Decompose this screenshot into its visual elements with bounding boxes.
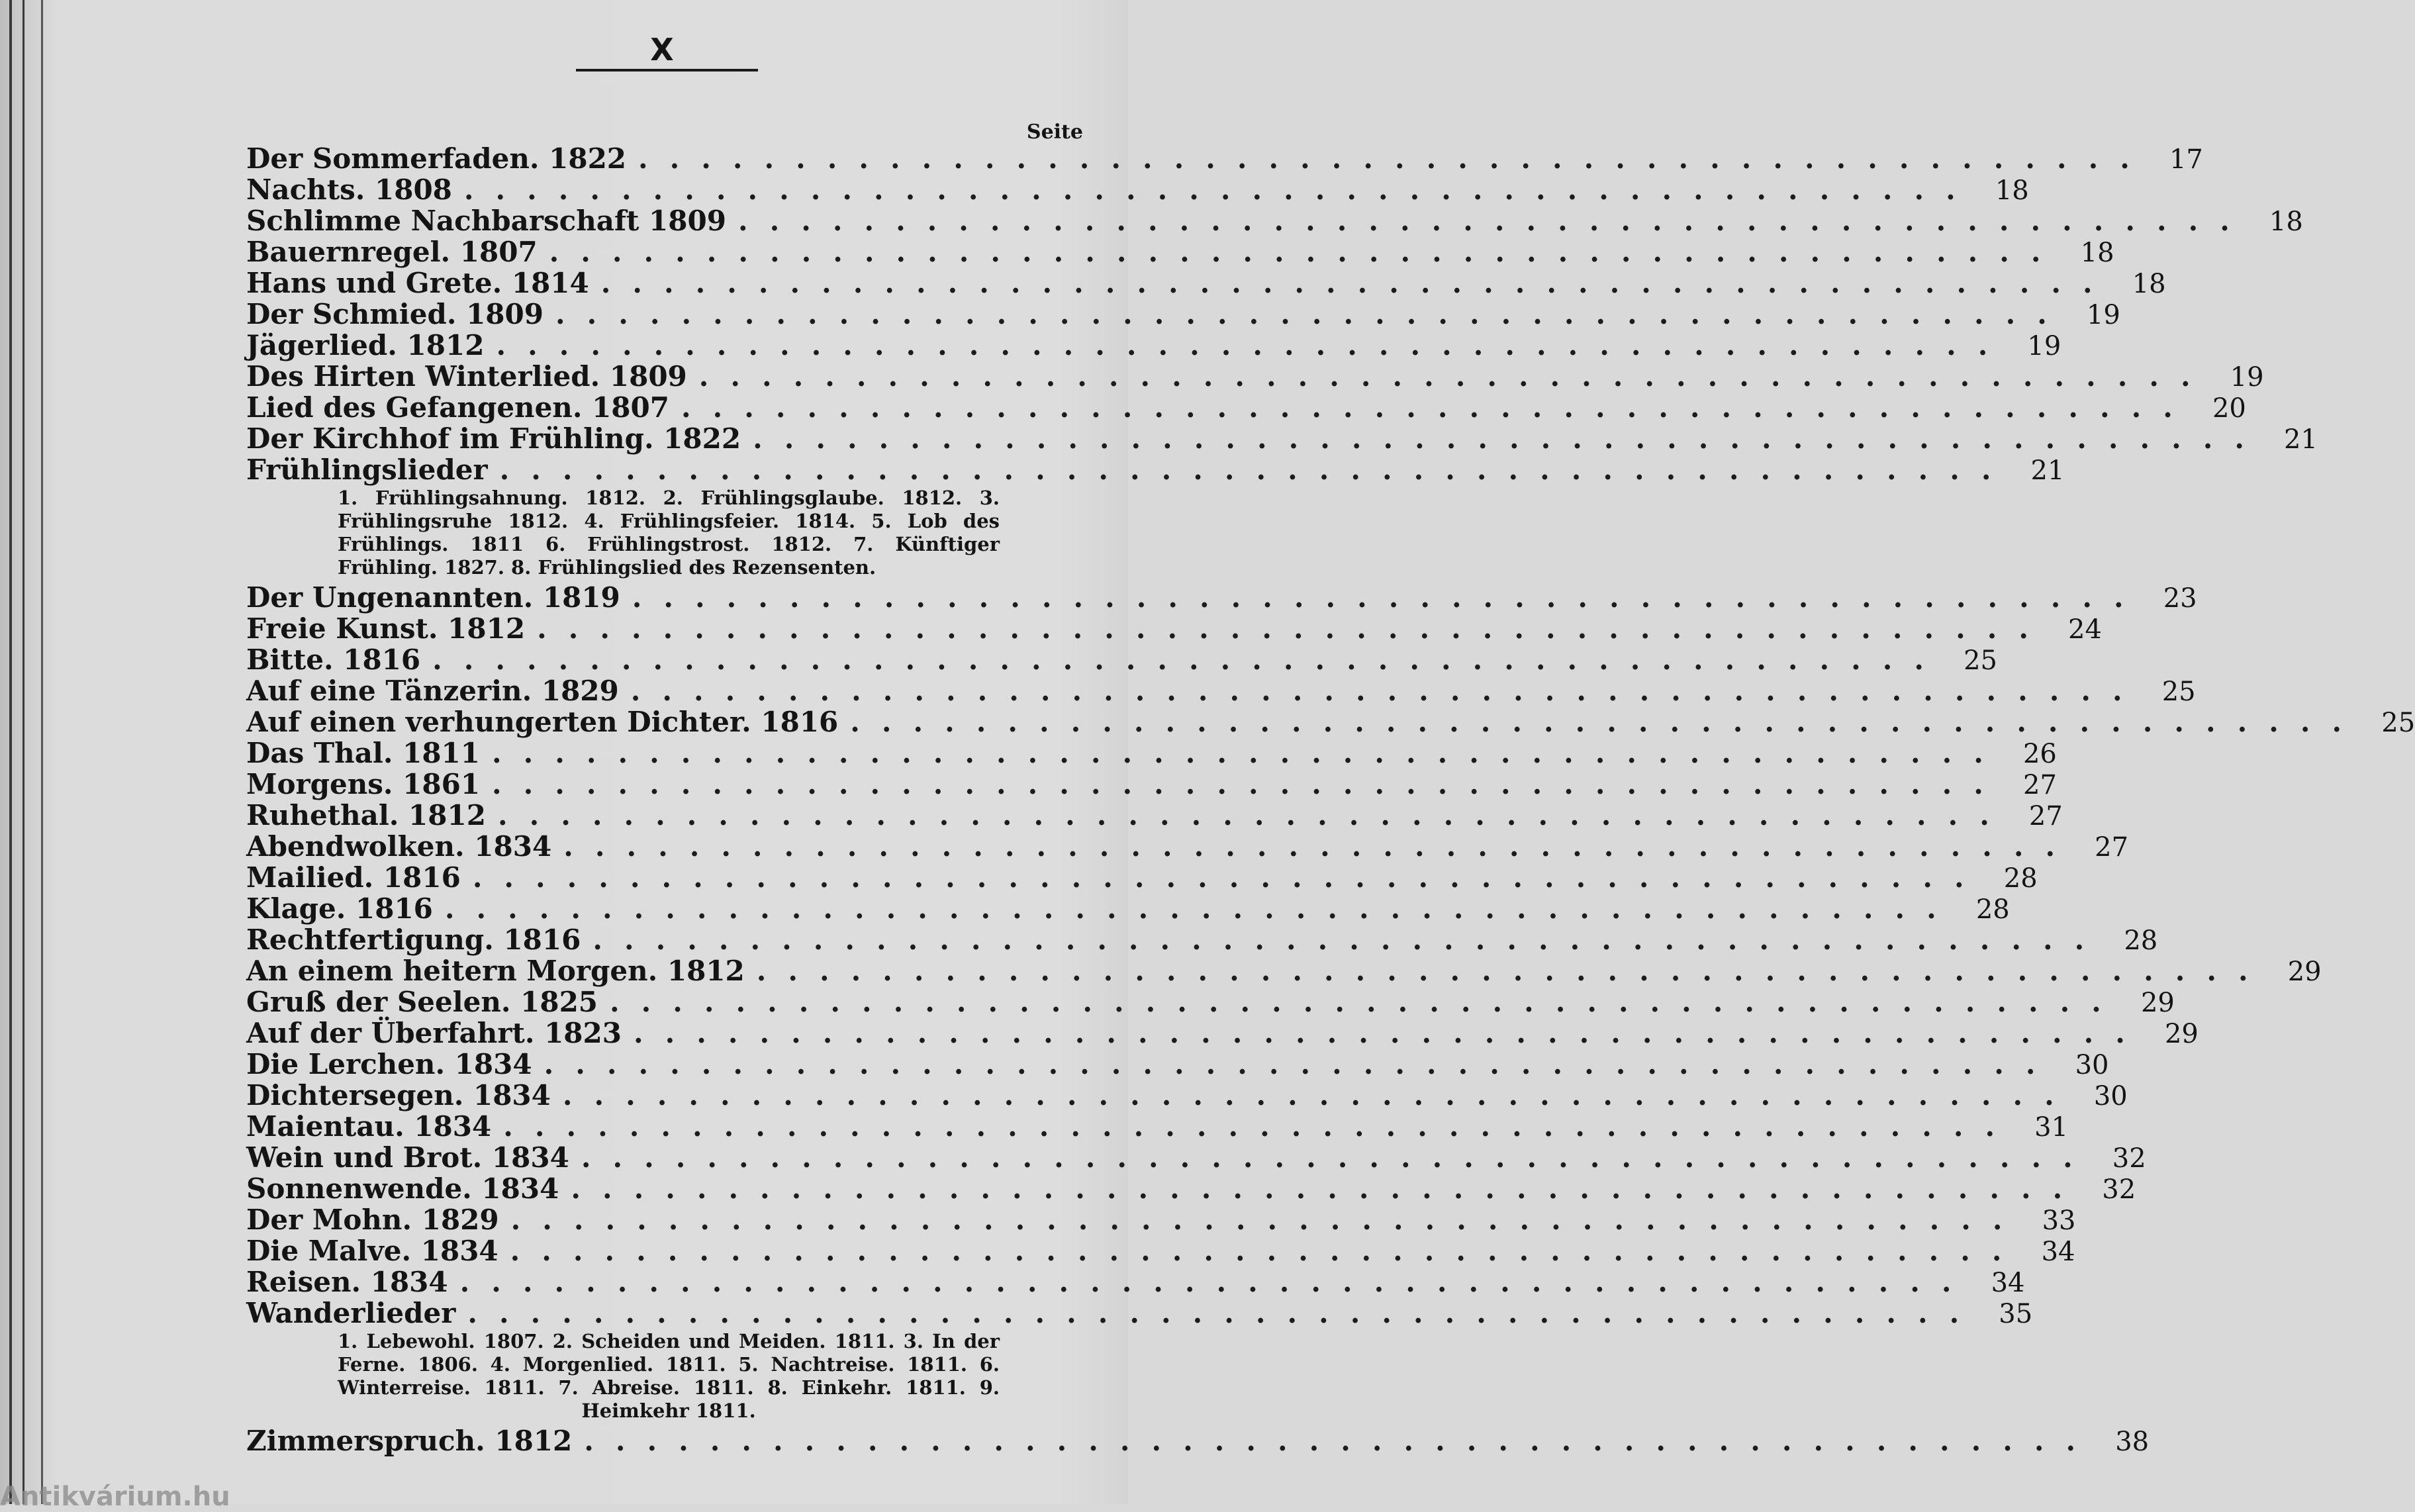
toc-entry-title: Dichtersegen. 1834 bbox=[246, 1079, 551, 1111]
toc-entry-title: Lied des Gefangenen. 1807 bbox=[246, 391, 669, 424]
dot-leader: ................................................ bbox=[444, 892, 1958, 925]
toc-entry bbox=[246, 1235, 2075, 1267]
toc-entry bbox=[246, 675, 2196, 707]
toc-entry-page: 25 bbox=[2381, 708, 2415, 738]
table-of-contents bbox=[246, 142, 2415, 1457]
toc-entry-title: Ruhethal. 1812 bbox=[246, 799, 486, 831]
toc-entry-title: Auf einen verhungerten Dichter. 1816 bbox=[246, 706, 839, 738]
toc-entry-page: 18 bbox=[2132, 269, 2166, 299]
toc-entry bbox=[246, 142, 2203, 175]
toc-entry-title: Der Sommerfaden. 1822 bbox=[246, 142, 627, 175]
toc-entry-title: Schlimme Nachbarschaft 1809 bbox=[246, 205, 726, 237]
toc-entry bbox=[246, 612, 2102, 645]
toc-sublist: 1. Frühlingsahnung. 1812. 2. Frühlingsglaube. 1812. 3. Frühlingsruhe 1812. 4. Frühlingsfeier. 1814. 5. Lob des Frühlings. 1811 6. Frühlingstrost. 1812. 7. Künftiger Frühling. 1827. 8. Frühlingslied des Rezensenten. bbox=[338, 487, 1000, 579]
toc-entry-title: Bitte. 1816 bbox=[246, 643, 421, 676]
toc-entry-page: 30 bbox=[2075, 1050, 2109, 1080]
toc-entry-title: Nachts. 1808 bbox=[246, 173, 452, 206]
toc-entry bbox=[246, 453, 2065, 486]
toc-entry bbox=[246, 1110, 2069, 1143]
toc-entry-title: Sonnenwende. 1834 bbox=[246, 1172, 559, 1205]
page-number: X bbox=[650, 32, 674, 68]
dot-leader: ................................................ bbox=[850, 706, 2364, 738]
toc-entry bbox=[246, 236, 2114, 268]
toc-entry-title: Auf eine Tänzerin. 1829 bbox=[246, 675, 619, 707]
toc-entry bbox=[246, 360, 2264, 393]
toc-entry-page: 20 bbox=[2212, 393, 2246, 424]
toc-entry bbox=[246, 1425, 2150, 1457]
toc-entry-title: Bauernregel. 1807 bbox=[246, 236, 538, 268]
toc-entry bbox=[246, 643, 1997, 676]
toc-entry-page: 27 bbox=[2023, 770, 2057, 800]
toc-entry-page: 30 bbox=[2093, 1081, 2128, 1111]
dot-leader: ................................................ bbox=[756, 955, 2270, 987]
dot-leader: ................................................ bbox=[492, 768, 2005, 800]
binding-line bbox=[23, 0, 24, 1504]
dot-leader: ................................................ bbox=[432, 643, 1946, 676]
toc-entry bbox=[246, 799, 2063, 831]
toc-entry-title: Der Kirchhof im Frühling. 1822 bbox=[246, 422, 741, 455]
dot-leader: ................................................ bbox=[499, 453, 2013, 486]
toc-entry-page: 28 bbox=[2003, 863, 2038, 894]
toc-entry-title: Der Mohn. 1829 bbox=[246, 1204, 499, 1236]
toc-entry-title: Klage. 1816 bbox=[246, 892, 433, 925]
toc-entry-title: Die Malve. 1834 bbox=[246, 1235, 498, 1267]
toc-entry-page: 19 bbox=[2230, 362, 2264, 393]
toc-entry-title: Freie Kunst. 1812 bbox=[246, 612, 526, 645]
dot-leader: ................................................ bbox=[459, 1266, 1973, 1298]
page-column-label: Seite bbox=[1026, 120, 1083, 144]
toc-entry-page: 18 bbox=[2269, 207, 2303, 237]
toc-entry-page: 21 bbox=[2284, 424, 2318, 455]
toc-entry-page: 24 bbox=[2068, 614, 2102, 645]
binding-line bbox=[41, 0, 43, 1504]
dot-leader: ................................................ bbox=[632, 581, 2146, 614]
toc-entry bbox=[246, 173, 2029, 206]
dot-leader: ................................................ bbox=[549, 236, 2063, 268]
toc-entry bbox=[246, 892, 2010, 925]
toc-entry-title: Wanderlieder bbox=[246, 1297, 456, 1329]
header-rule bbox=[576, 69, 758, 71]
toc-entry bbox=[246, 955, 2322, 987]
toc-entry bbox=[246, 329, 2061, 361]
toc-entry bbox=[246, 1079, 2128, 1111]
toc-entry-title: An einem heitern Morgen. 1812 bbox=[246, 955, 745, 987]
toc-entry-title: Zimmerspruch. 1812 bbox=[246, 1425, 573, 1457]
dot-leader: ................................................ bbox=[581, 1141, 2095, 1174]
dot-leader: ................................................ bbox=[537, 612, 2050, 645]
dot-leader: ................................................ bbox=[496, 329, 2010, 361]
toc-entry-title: Der Schmied. 1809 bbox=[246, 298, 544, 330]
toc-entry-page: 25 bbox=[2161, 677, 2196, 707]
toc-entry-title: Des Hirten Winterlied. 1809 bbox=[246, 360, 687, 393]
dot-leader: ................................................ bbox=[555, 298, 2069, 330]
binding-line bbox=[9, 0, 12, 1504]
toc-entry-page: 17 bbox=[2169, 144, 2203, 175]
toc-entry-title: Maientau. 1834 bbox=[246, 1110, 492, 1143]
toc-entry-page: 34 bbox=[1991, 1268, 2025, 1298]
toc-entry bbox=[246, 830, 2129, 863]
toc-entry-page: 33 bbox=[2042, 1205, 2076, 1236]
toc-entry bbox=[246, 1204, 2076, 1236]
toc-entry-page: 29 bbox=[2287, 957, 2322, 987]
toc-entry-title: Rechtfertigung. 1816 bbox=[246, 923, 581, 956]
toc-entry-page: 19 bbox=[2086, 300, 2120, 330]
dot-leader: ................................................ bbox=[510, 1235, 2024, 1267]
toc-entry bbox=[246, 923, 2158, 956]
toc-entry-title: Wein und Brot. 1834 bbox=[246, 1141, 569, 1174]
dot-leader: ................................................ bbox=[571, 1172, 2085, 1205]
toc-entry-page: 29 bbox=[2140, 988, 2175, 1018]
dot-leader: ................................................ bbox=[563, 830, 2077, 863]
toc-entry-page: 25 bbox=[1964, 645, 1997, 676]
toc-sublist: 1. Lebewohl. 1807. 2. Scheiden und Meiden. 1811. 3. In der Ferne. 1806. 4. Morgenlied. 1811. 5. Nachtreise. 1811. 6. Winterreise. 1811. 7. Abreise. 1811. 8. Einkehr. 1811. 9. Heimkehr 1811. bbox=[338, 1330, 1000, 1422]
toc-entry bbox=[246, 1048, 2109, 1080]
dot-leader: ................................................ bbox=[584, 1425, 2098, 1457]
toc-entry-title: Die Lerchen. 1834 bbox=[246, 1048, 532, 1080]
toc-entry-page: 31 bbox=[2034, 1112, 2069, 1143]
toc-entry-page: 28 bbox=[1975, 894, 2010, 925]
toc-entry bbox=[246, 298, 2120, 330]
toc-entry bbox=[246, 1297, 2033, 1329]
dot-leader: ................................................ bbox=[472, 861, 1986, 894]
toc-entry-page: 29 bbox=[2164, 1019, 2199, 1049]
toc-entry-page: 26 bbox=[2022, 739, 2057, 769]
toc-entry-title: Gruß der Seelen. 1825 bbox=[246, 986, 598, 1018]
toc-entry-title: Reisen. 1834 bbox=[246, 1266, 448, 1298]
toc-entry bbox=[246, 422, 2318, 455]
toc-entry-page: 38 bbox=[2115, 1427, 2150, 1457]
toc-entry bbox=[246, 391, 2246, 424]
toc-entry-title: Mailied. 1816 bbox=[246, 861, 461, 894]
dot-leader: ................................................ bbox=[497, 799, 2011, 831]
dot-leader: ................................................ bbox=[503, 1110, 2017, 1143]
toc-entry-title: Auf der Überfahrt. 1823 bbox=[246, 1017, 622, 1049]
dot-leader: ................................................ bbox=[544, 1048, 2058, 1080]
toc-entry-title: Abendwolken. 1834 bbox=[246, 830, 552, 863]
toc-entry-page: 27 bbox=[2095, 832, 2129, 863]
toc-entry bbox=[246, 861, 2038, 894]
dot-leader: ................................................ bbox=[633, 1017, 2147, 1049]
watermark: Antikvárium.hu bbox=[0, 1482, 230, 1512]
toc-entry-title: Der Ungenannten. 1819 bbox=[246, 581, 620, 614]
toc-entry bbox=[246, 737, 2057, 769]
toc-entry bbox=[246, 205, 2303, 237]
toc-entry bbox=[246, 986, 2175, 1018]
dot-leader: ................................................ bbox=[681, 391, 2195, 424]
dot-leader: ................................................ bbox=[562, 1079, 2076, 1111]
toc-entry bbox=[246, 581, 2197, 614]
toc-entry-page: 18 bbox=[2080, 238, 2114, 268]
toc-entry-page: 27 bbox=[2028, 801, 2063, 831]
toc-entry-title: Frühlingslieder bbox=[246, 453, 488, 486]
dot-leader: ................................................ bbox=[467, 1297, 1981, 1329]
toc-entry bbox=[246, 267, 2166, 299]
toc-entry-page: 19 bbox=[2027, 331, 2061, 361]
toc-entry-page: 35 bbox=[1999, 1299, 2033, 1329]
toc-entry-title: Jägerlied. 1812 bbox=[246, 329, 485, 361]
toc-entry bbox=[246, 1017, 2199, 1049]
toc-entry-page: 28 bbox=[2124, 925, 2158, 956]
toc-entry-title: Das Thal. 1811 bbox=[246, 737, 481, 769]
toc-entry-title: Morgens. 1861 bbox=[246, 768, 481, 800]
toc-entry-page: 21 bbox=[2030, 455, 2065, 486]
toc-entry-page: 34 bbox=[2041, 1237, 2075, 1267]
toc-entry-page: 18 bbox=[1995, 175, 2029, 206]
dot-leader: ................................................ bbox=[610, 986, 2123, 1018]
dot-leader: ................................................ bbox=[510, 1204, 2024, 1236]
toc-entry bbox=[246, 1172, 2136, 1205]
toc-entry-title: Hans und Grete. 1814 bbox=[246, 267, 589, 299]
toc-entry bbox=[246, 1141, 2146, 1174]
dot-leader: ................................................ bbox=[600, 267, 2114, 299]
toc-entry bbox=[246, 1266, 2025, 1298]
dot-leader: ................................................ bbox=[630, 675, 2144, 707]
dot-leader: ................................................ bbox=[592, 923, 2107, 956]
toc-entry bbox=[246, 706, 2415, 738]
dot-leader: ................................................ bbox=[463, 173, 1977, 206]
dot-leader: ................................................ bbox=[638, 142, 2152, 175]
toc-entry-page: 32 bbox=[2112, 1143, 2146, 1174]
dot-leader: ................................................ bbox=[737, 205, 2251, 237]
toc-entry-page: 23 bbox=[2163, 583, 2197, 614]
toc-entry-page: 32 bbox=[2102, 1174, 2136, 1205]
dot-leader: ................................................ bbox=[753, 422, 2266, 455]
dot-leader: ................................................ bbox=[698, 360, 2212, 393]
toc-entry bbox=[246, 768, 2057, 800]
dot-leader: ................................................ bbox=[492, 737, 2005, 769]
